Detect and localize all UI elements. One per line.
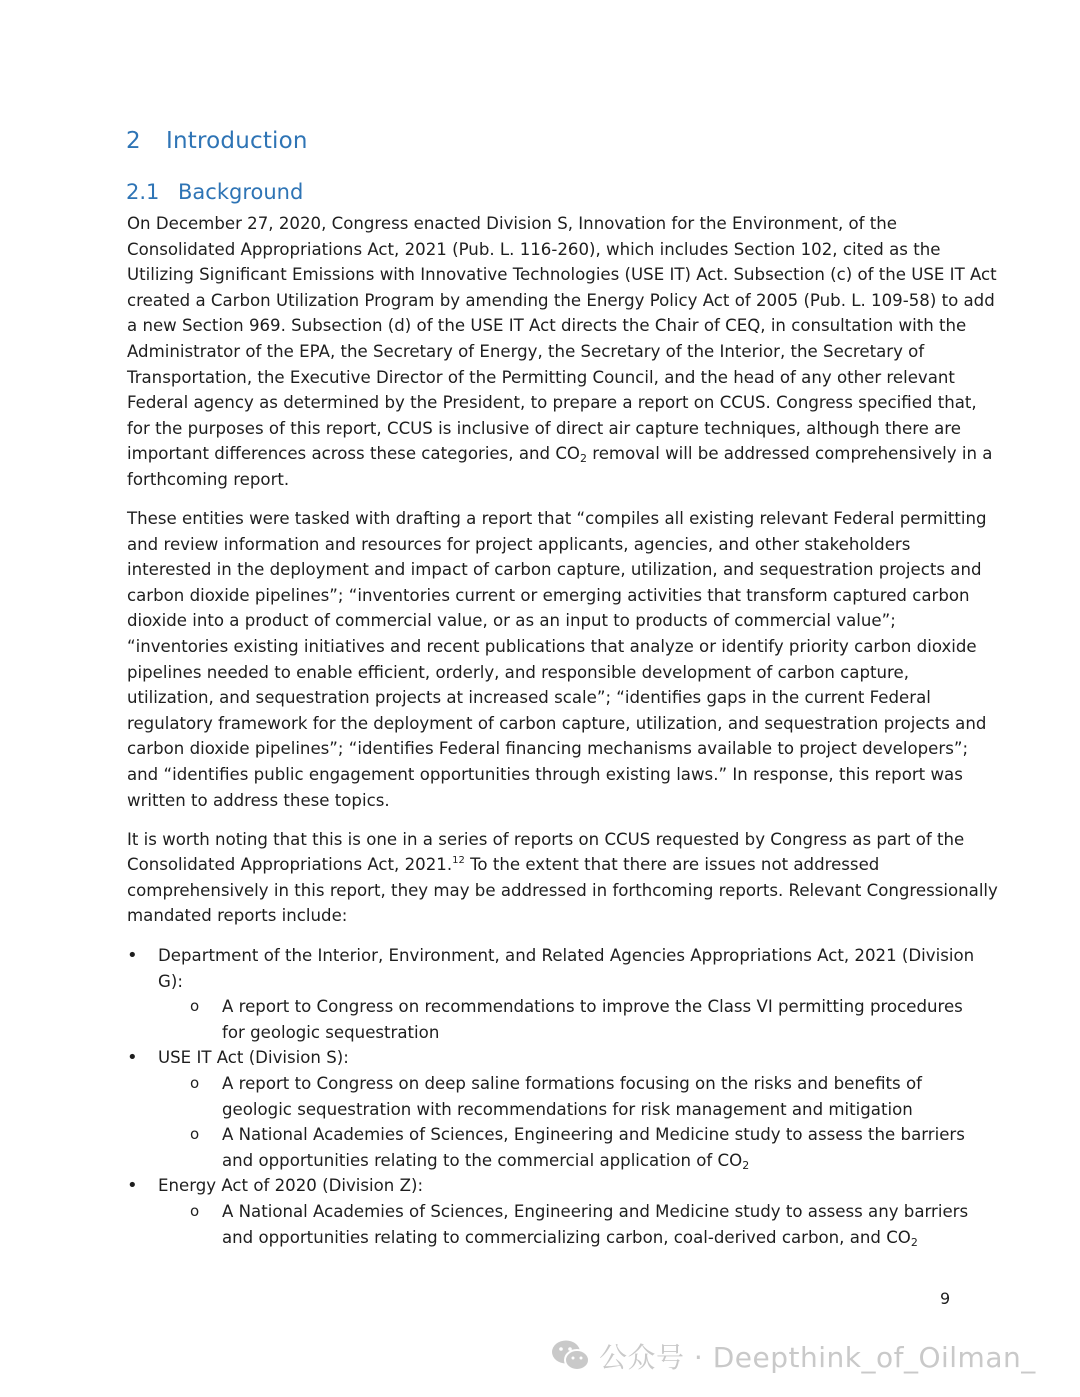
text-line: G): <box>158 971 183 991</box>
text-line: Federal agency as determined by the President, to prepare a report on CCUS. Congress specified that, <box>127 393 977 413</box>
text-line: A report to Congress on recommendations to improve the Class VI permitting procedures <box>222 997 963 1017</box>
text-segment: removal will be addressed comprehensively in a <box>586 444 993 464</box>
subsection-title: Background <box>178 180 304 204</box>
text-segment: To the extent that there are issues not addressed <box>464 855 880 875</box>
subsection-heading <box>126 180 303 204</box>
paragraph-2 <box>127 506 987 813</box>
paragraph-1 <box>127 211 997 493</box>
reports-list <box>127 943 975 1250</box>
text-line: A National Academies of Sciences, Engineering and Medicine study to assess the barriers <box>222 1125 965 1145</box>
text-line <box>127 441 993 467</box>
bullet-icon: • <box>127 1175 138 1197</box>
text-line: a new Section 969. Subsection (d) of the USE IT Act directs the Chair of CEQ, in consultation with the <box>127 316 967 336</box>
text-line: geologic sequestration with recommendations for risk management and mitigation <box>222 1099 913 1119</box>
sub-list-item <box>127 1199 969 1250</box>
text-line: written to address these topics. <box>127 790 390 810</box>
text-line: Administrator of the EPA, the Secretary of Energy, the Secretary of the Interior, the Secretary of <box>127 341 925 361</box>
text-line: for the purposes of this report, CCUS is inclusive of direct air capture techniques, although there are <box>127 418 961 438</box>
text-line: On December 27, 2020, Congress enacted Division S, Innovation for the Environment, of the <box>127 214 898 233</box>
text-line: A report to Congress on deep saline formations focusing on the risks and benefits of <box>222 1074 922 1093</box>
list-item <box>127 1173 957 1199</box>
sub-list-item <box>127 994 963 1045</box>
circle-bullet-icon: o <box>190 1074 200 1092</box>
subscript: 2 <box>742 1158 750 1172</box>
text-line: for geologic sequestration <box>222 1022 440 1042</box>
text-line: regulatory framework for the deployment of carbon capture, utilization, and sequestration projects and <box>127 713 987 733</box>
sub-list-item <box>127 1071 957 1122</box>
page-number: 9 <box>940 1289 951 1308</box>
list-item <box>127 1045 957 1071</box>
circle-bullet-icon: o <box>190 1201 200 1220</box>
text-line: Department of the Interior, Environment, and Related Agencies Appropriations Act, 2021 (Division <box>158 946 975 966</box>
text-segment: and opportunities relating to the commercial application of CO <box>222 1150 743 1170</box>
text-line: forthcoming report. <box>127 469 290 489</box>
text-line <box>222 1148 957 1174</box>
text-line <box>127 852 957 878</box>
text-line: interested in the deployment and impact of carbon capture, utilization, and sequestration projects and <box>127 560 982 580</box>
text-line: carbon dioxide pipelines”; “inventories current or emerging activities that transform captured carbon <box>127 585 970 605</box>
bullet-icon: • <box>127 1047 138 1069</box>
text-line: dioxide into a product of commercial value, or as an input to products of commercial value”; <box>127 611 896 631</box>
text-line: These entities were tasked with drafting a report that “compiles all existing relevant Federal permitting <box>127 509 987 529</box>
text-segment: Consolidated Appropriations Act, 2021. <box>127 855 453 875</box>
wechat-icon <box>551 1339 591 1373</box>
text-line: Energy Act of 2020 (Division Z): <box>158 1176 424 1196</box>
circle-bullet-icon: o <box>190 997 200 1016</box>
text-line: comprehensively in this report, they may be addressed in forthcoming reports. Relevant Congressionally <box>127 880 998 900</box>
text-line: utilization, and sequestration projects at increased scale”; “identifies gaps in the current Federal <box>127 688 931 708</box>
text-line: USE IT Act (Division S): <box>158 1048 349 1068</box>
section-heading <box>126 128 308 154</box>
text-line: carbon dioxide pipelines”; “identifies Federal financing mechanisms available to project developers”; <box>127 739 969 759</box>
text-line: and “identifies public engagement opportunities through existing laws.” In response, this report was <box>127 764 963 784</box>
text-line: It is worth noting that this is one in a series of reports on CCUS requested by Congress as part of the <box>127 829 965 849</box>
text-segment: and opportunities relating to commercializing carbon, coal-derived carbon, and CO <box>222 1227 911 1247</box>
text-line: mandated reports include: <box>127 906 348 926</box>
body-text <box>127 211 998 1250</box>
footnote-ref[interactable]: 12 <box>452 855 465 867</box>
text-segment: important differences across these categories, and CO <box>127 444 580 464</box>
paragraph-3 <box>127 827 998 929</box>
text-line: created a Carbon Utilization Program by amending the Energy Policy Act of 2005 (Pub. L. 109-58) to add <box>127 290 995 310</box>
text-line: A National Academies of Sciences, Engineering and Medicine study to assess any barriers <box>222 1201 969 1221</box>
bullet-icon: • <box>127 945 138 967</box>
watermark <box>551 1336 1036 1376</box>
text-line: Transportation, the Executive Director of the Permitting Council, and the head of any other relevant <box>127 367 955 387</box>
section-number: 2 <box>126 128 141 154</box>
text-line: Utilizing Significant Emissions with Innovative Technologies (USE IT) Act. Subsection (c) of the USE IT Act <box>127 265 997 285</box>
subscript: 2 <box>910 1235 918 1249</box>
circle-bullet-icon: o <box>190 1125 200 1144</box>
text-line: “inventories existing initiatives and recent publications that analyze or identify priority carbon dioxide <box>127 637 977 656</box>
subscript: 2 <box>579 452 587 466</box>
text-line: pipelines needed to enable efficient, orderly, and responsible development of carbon capture, <box>127 662 909 682</box>
text-line <box>222 1225 957 1251</box>
text-line: Consolidated Appropriations Act, 2021 (Pub. L. 116-260), which includes Section 102, cited as the <box>127 239 941 259</box>
subsection-number: 2.1 <box>126 180 160 204</box>
watermark-text: 公众号 · Deepthink_of_Oilman_ <box>599 1341 1036 1374</box>
section-title: Introduction <box>166 128 308 154</box>
list-item <box>127 943 975 994</box>
text-line: and review information and resources for project applicants, agencies, and other stakeholders <box>127 534 911 554</box>
sub-list-item <box>127 1122 965 1173</box>
